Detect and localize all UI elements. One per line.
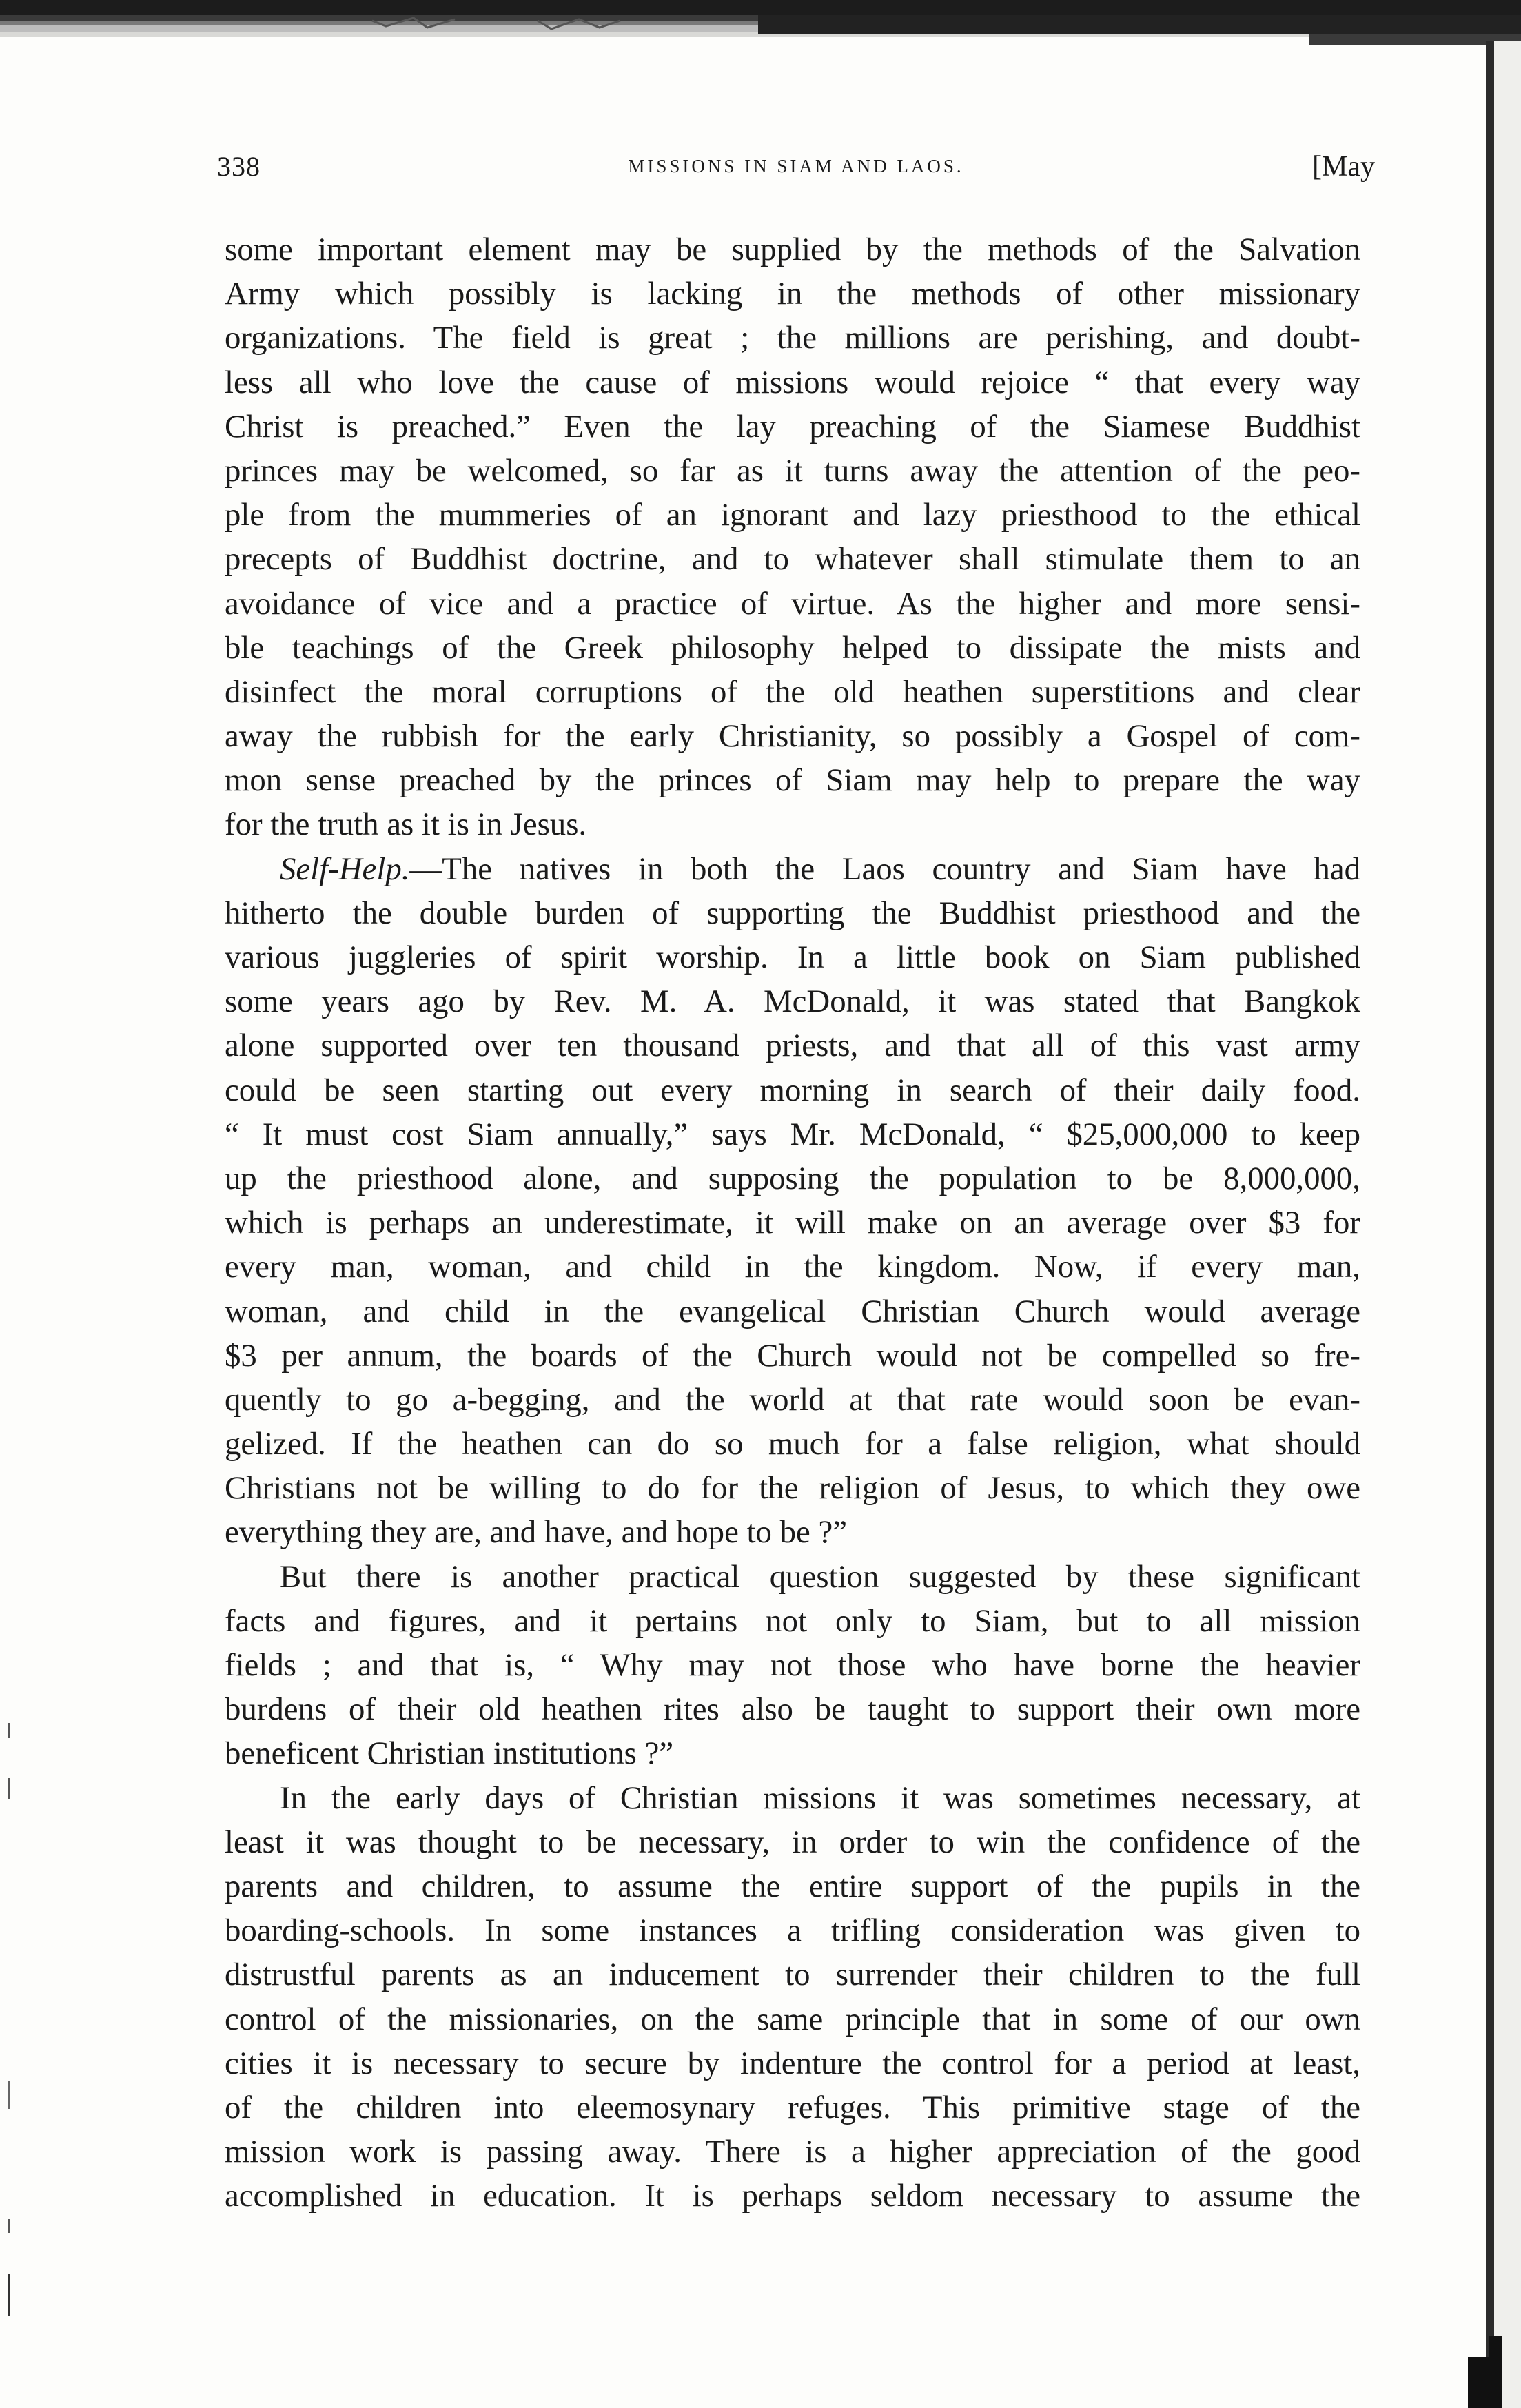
text-line-content: facts and figures, and it pertains not only to Siam, but to all mission	[225, 1602, 1360, 1639]
text-line	[225, 1997, 1360, 2041]
text-line	[225, 935, 1360, 979]
text-line	[225, 1245, 1360, 1289]
text-line	[225, 1466, 1360, 1510]
text-line	[225, 2085, 1360, 2130]
text-line-content: parents and children, to assume the entire support of the pupils in the	[225, 1868, 1360, 1904]
text-line	[225, 802, 1360, 846]
text-line	[225, 670, 1360, 714]
text-line-content: mission work is passing away. There is a higher appreciation of the good	[225, 2134, 1360, 2170]
scan-left-marks	[0, 1723, 21, 2343]
scan-right-edge	[1468, 41, 1521, 2408]
text-line-content: some years ago by Rev. M. A. McDonald, it was stated that Bangkok	[225, 983, 1360, 1020]
text-line	[225, 1820, 1360, 1864]
text-line	[225, 1731, 1360, 1775]
text-line	[225, 1864, 1360, 1908]
text-line	[225, 1068, 1360, 1112]
running-title: MISSIONS IN SIAM AND LAOS.	[628, 156, 964, 176]
text-line-content: woman, and child in the evangelical Christian Church would average	[225, 1293, 1360, 1329]
text-line-content: distrustful parents as an inducement to surrender their children to the full	[225, 1957, 1360, 1993]
text-line-content: ple from the mummeries of an ignorant and lazy priesthood to the ethical	[225, 497, 1360, 533]
text-line-content: everything they are, and have, and hope to be ?”	[225, 1514, 848, 1551]
text-line	[225, 758, 1360, 802]
text-line	[225, 1643, 1360, 1687]
body-text	[225, 227, 1360, 2218]
text-line	[225, 1289, 1360, 1334]
text-line-content: “ It must cost Siam annually,” says Mr. McDonald, “ $25,000,000 to keep	[225, 1116, 1360, 1152]
text-line	[225, 1555, 1360, 1599]
text-line-content: some important element may be supplied by the methods of the Salvation	[225, 232, 1360, 267]
text-line-content: alone supported over ten thousand priests, and that all of this vast army	[225, 1028, 1360, 1064]
running-month: [May	[1312, 151, 1375, 183]
text-line-content: could be seen starting out every morning in search of their daily food.	[225, 1072, 1360, 1108]
text-line	[225, 891, 1360, 935]
text-line	[225, 2130, 1360, 2174]
text-line-content: which is perhaps an underestimate, it will make on an average over $3 for	[225, 1205, 1360, 1241]
text-line	[225, 1112, 1360, 1156]
text-line-content: hitherto the double burden of supporting the Buddhist priesthood and the	[225, 895, 1360, 931]
text-line-content: disinfect the moral corruptions of the old heathen superstitions and clear	[225, 673, 1360, 710]
text-line-content: less all who love the cause of missions would rejoice “ that every way	[225, 364, 1360, 400]
text-line	[225, 979, 1360, 1023]
text-line	[225, 582, 1360, 626]
text-line-content: boarding-schools. In some instances a trifling consideration was given to	[225, 1912, 1360, 1949]
text-line-content: —The natives in both the Laos country and Siam have had	[409, 850, 1360, 887]
text-line	[225, 1422, 1360, 1466]
text-line-content: $3 per annum, the boards of the Church would not be compelled so fre-	[225, 1337, 1360, 1374]
text-line-content: avoidance of vice and a practice of virtue. As the higher and more sensi-	[225, 585, 1360, 622]
page-number: 338	[217, 151, 261, 182]
text-line	[225, 493, 1360, 537]
text-line	[225, 2041, 1360, 2085]
text-line-content: every man, woman, and child in the kingdom. Now, if every man,	[225, 1249, 1360, 1285]
text-line	[225, 1599, 1360, 1643]
text-line	[225, 1156, 1360, 1201]
text-line-content: mon sense preached by the princes of Siam may help to prepare the way	[225, 762, 1360, 799]
text-line-content: fields ; and that is, “ Why may not those who have borne the heavier	[225, 1647, 1360, 1683]
text-line	[225, 847, 1360, 891]
text-line	[225, 714, 1360, 758]
text-line-content: Christians not be willing to do for the religion of Jesus, to which they owe	[225, 1470, 1360, 1507]
text-line-content: Army which possibly is lacking in the methods of other missionary	[225, 276, 1360, 312]
text-line-content: organizations. The field is great ; the millions are perishing, and doubt-	[225, 320, 1360, 356]
text-line-content: least it was thought to be necessary, in order to win the confidence of the	[225, 1824, 1360, 1860]
text-line-content: gelized. If the heathen can do so much for a false religion, what should	[225, 1426, 1360, 1462]
text-line-content: for the truth as it is in Jesus.	[225, 806, 587, 843]
text-line-content: control of the missionaries, on the same principle that in some of our own	[225, 2001, 1360, 2037]
text-line	[225, 1776, 1360, 1820]
text-line-content: up the priesthood alone, and supposing the population to be 8,000,000,	[225, 1160, 1360, 1196]
text-line	[225, 626, 1360, 670]
section-heading: Self-Help.	[280, 850, 410, 887]
text-line	[225, 1952, 1360, 1997]
text-line	[225, 316, 1360, 360]
text-line-content: beneficent Christian institutions ?”	[225, 1735, 674, 1772]
text-line-content: princes may be welcomed, so far as it turns away the attention of the peo-	[225, 452, 1360, 489]
text-line-content: accomplished in education. It is perhaps seldom necessary to assume the	[225, 2178, 1360, 2214]
text-line	[225, 272, 1360, 316]
text-line	[225, 1023, 1360, 1068]
text-line-content: In the early days of Christian missions it was sometimes necessary, at	[280, 1779, 1360, 1816]
text-line-content: But there is another practical question suggested by these significant	[280, 1558, 1360, 1595]
text-line	[225, 537, 1360, 581]
running-head	[217, 150, 1375, 192]
text-line	[225, 405, 1360, 449]
text-line	[225, 2174, 1360, 2218]
text-line-content: various juggleries of spirit worship. In a little book on Siam published	[225, 939, 1360, 975]
text-line-content: quently to go a-begging, and the world at that rate would soon be evan-	[225, 1381, 1360, 1418]
text-line-content: ble teachings of the Greek philosophy helped to dissipate the mists and	[225, 629, 1360, 666]
text-line	[225, 1687, 1360, 1731]
text-line	[225, 1908, 1360, 1952]
text-line	[225, 1334, 1360, 1378]
text-line	[225, 449, 1360, 493]
text-line-content: precepts of Buddhist doctrine, and to whatever shall stimulate them to an	[225, 541, 1360, 578]
text-line-content: burdens of their old heathen rites also be taught to support their own more	[225, 1691, 1360, 1728]
text-line	[225, 1510, 1360, 1554]
text-line-content: away the rubbish for the early Christianity, so possibly a Gospel of com-	[225, 718, 1360, 755]
scan-top-edge	[0, 0, 1521, 55]
text-line	[225, 1201, 1360, 1245]
text-line-content: cities it is necessary to secure by indenture the control for a period at least,	[225, 2045, 1360, 2081]
text-line-content: of the children into eleemosynary refuges. This primitive stage of the	[225, 2089, 1360, 2125]
text-line	[225, 227, 1360, 272]
text-line	[225, 360, 1360, 405]
text-line-content: Christ is preached.” Even the lay preaching of the Siamese Buddhist	[225, 408, 1360, 445]
text-line	[225, 1378, 1360, 1422]
